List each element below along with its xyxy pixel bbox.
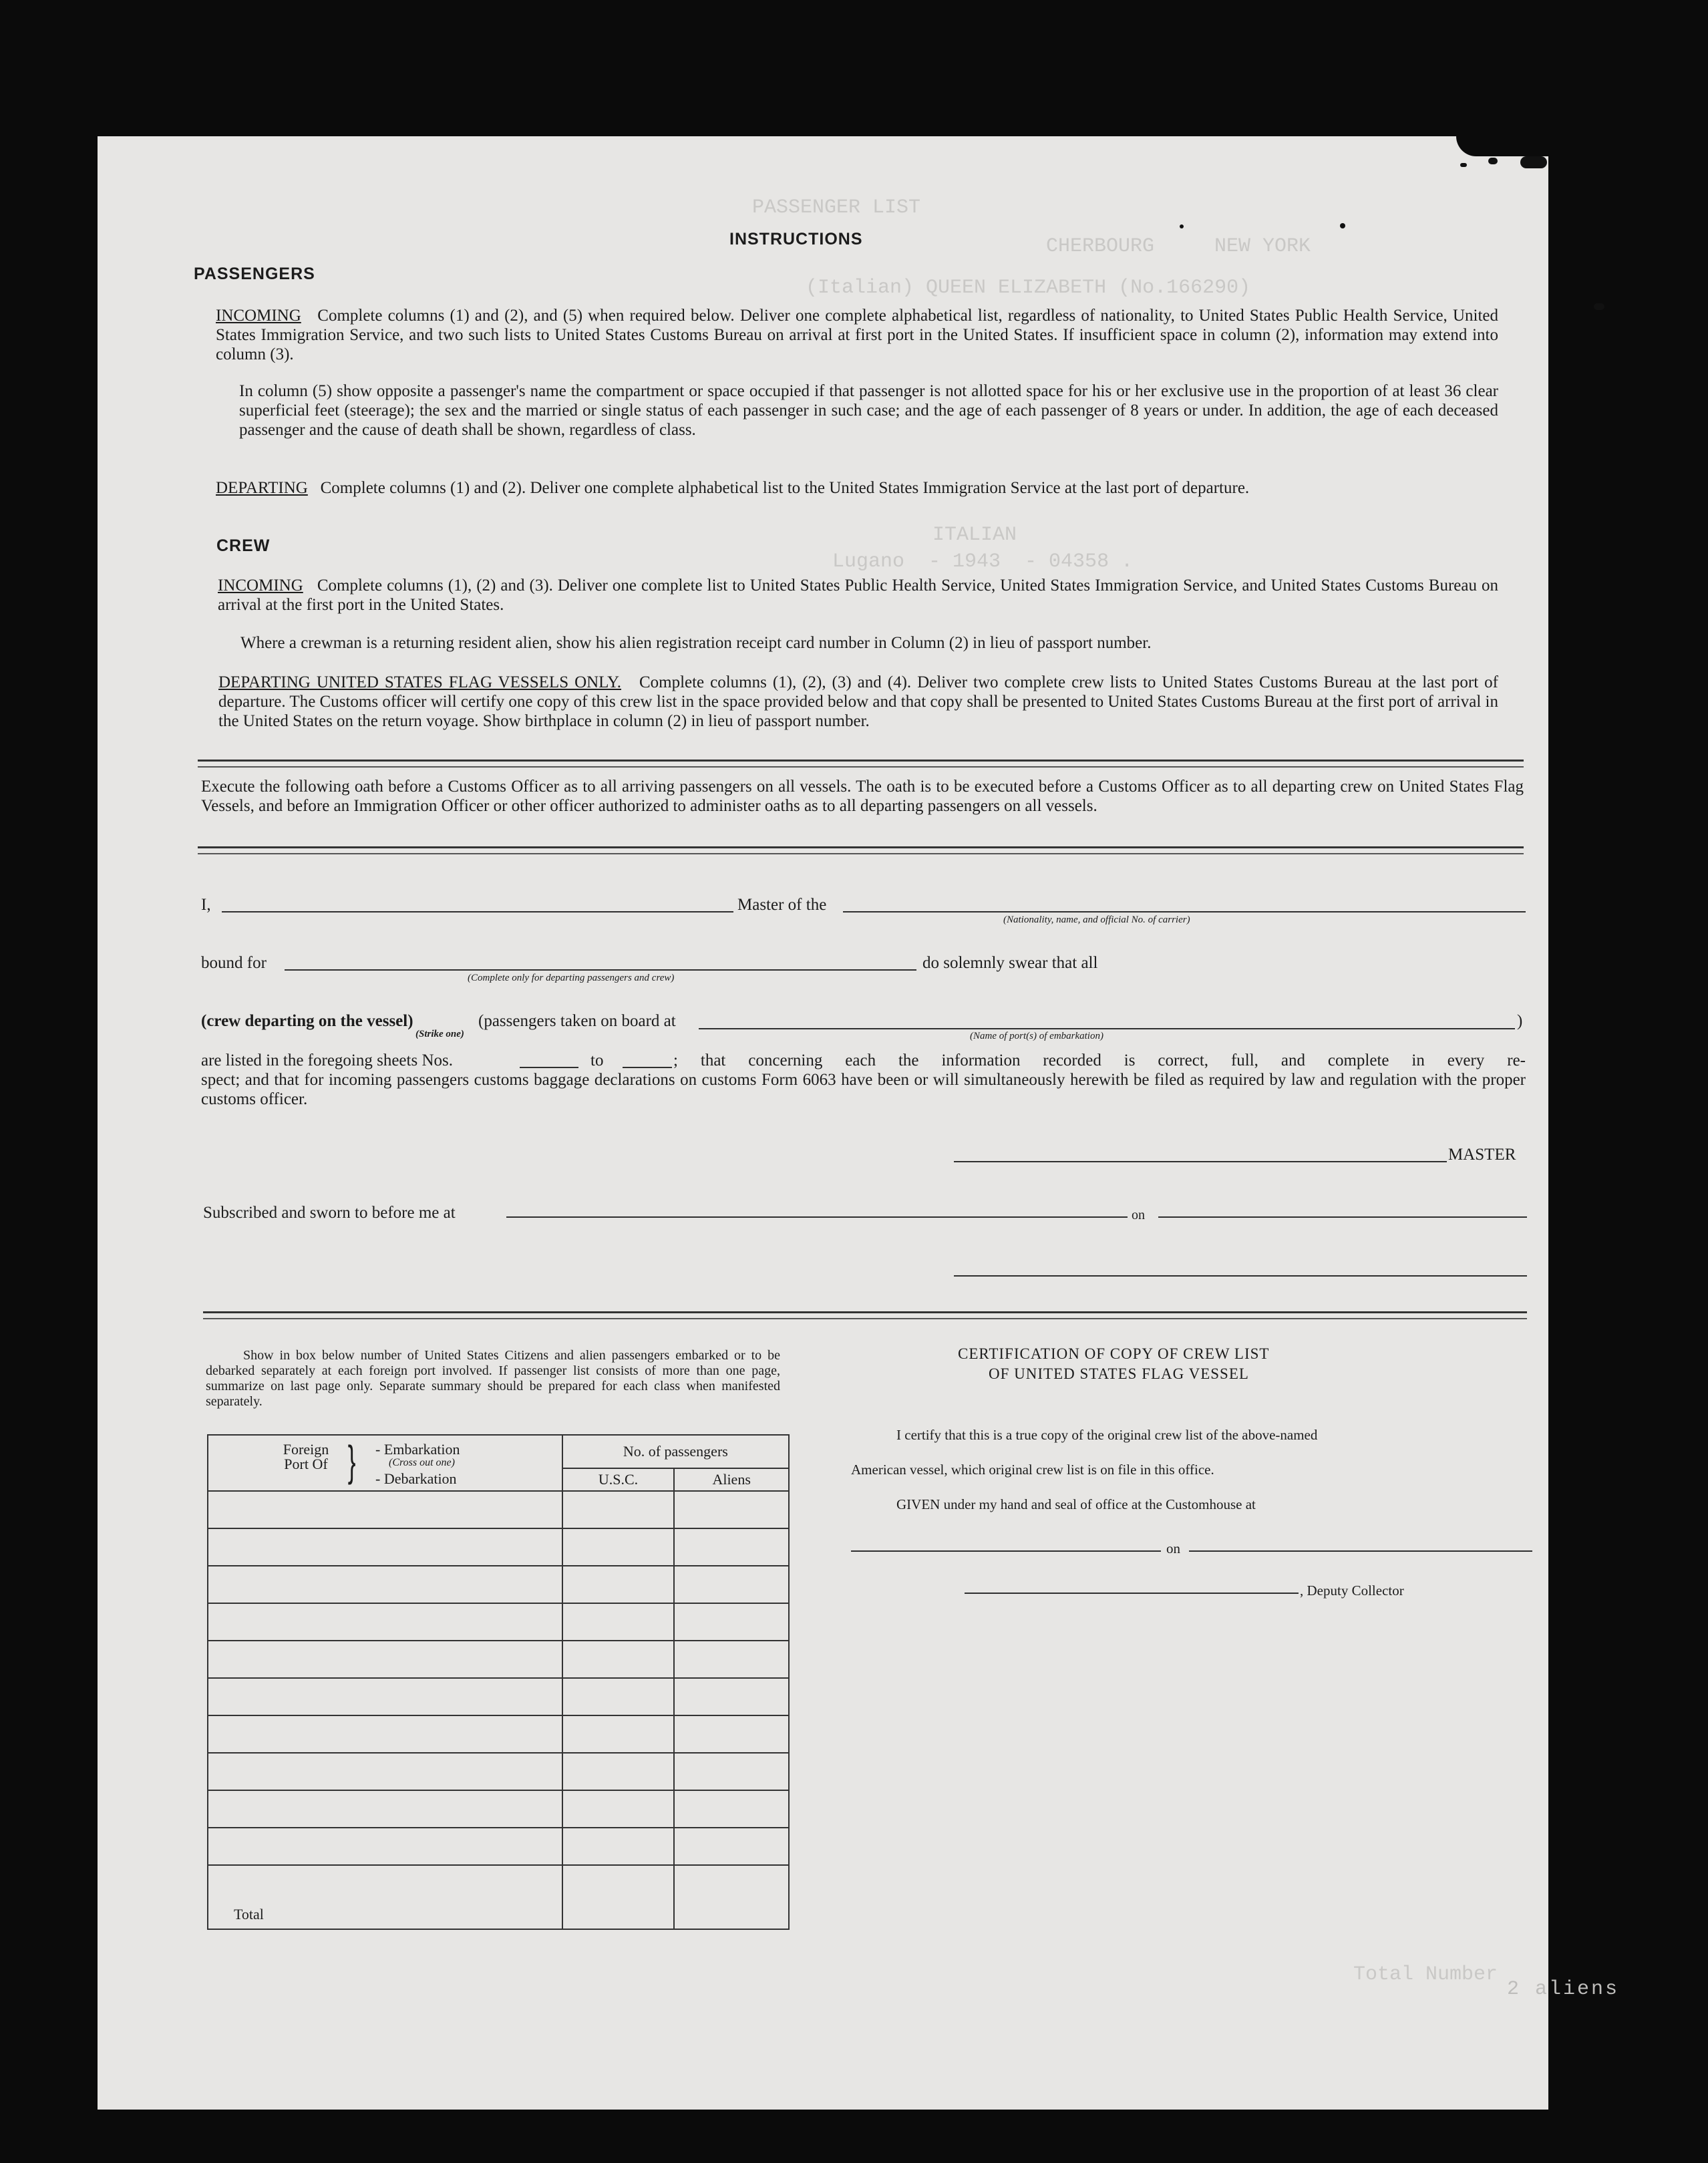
port-cell[interactable] [208, 1790, 562, 1828]
total-aliens-cell[interactable] [674, 1865, 789, 1929]
aliens-cell[interactable] [674, 1715, 789, 1753]
oath-intro-para [201, 777, 1524, 816]
crew-resident-text: Where a crewman is a returning resident alien, show his alien registration receipt card number in Column (2) in lieu of passport number. [240, 634, 1152, 652]
subscribed-date-line[interactable] [1158, 1216, 1527, 1218]
certify-text-2: American vessel, which original crew list is on file in this office. [851, 1462, 1214, 1478]
certification-date-line[interactable] [1189, 1550, 1532, 1552]
crew-incoming-label: INCOMING [218, 576, 303, 595]
aliens-header: Aliens [674, 1468, 789, 1491]
form-sheet [98, 136, 1620, 2110]
port-cell[interactable] [208, 1641, 562, 1678]
bleed-through: Lugano - 1943 - 04358 . [832, 550, 1134, 573]
aliens-cell[interactable] [674, 1678, 789, 1715]
usc-cell[interactable] [562, 1715, 675, 1753]
usc-cell[interactable] [562, 1528, 675, 1566]
listed-text-2: ; that concerning each the information recorded is correct, full, and complete in every re- [673, 1051, 1526, 1069]
listed-text-1: are listed in the foregoing sheets Nos. [201, 1051, 453, 1069]
aliens-cell[interactable] [674, 1790, 789, 1828]
carrier-note: (Nationality, name, and official No. of carrier) [1003, 914, 1190, 925]
given-text: GIVEN under my hand and seal of office at the Customhouse at [896, 1496, 1256, 1512]
aliens-cell[interactable] [674, 1753, 789, 1790]
crew-departing-text: Complete columns (1), (2), (3) and (4). Deliver two complete crew lists to United States Customs Bureau at the last port of departure. The Customs officer will certify one copy of this crew list in the space provided below and that copy shall be presented to United States Customs Bureau at the first port of arrival in the United States on the return voyage. Show birthplace in column (2) in lieu of passport number. [218, 673, 1498, 730]
paper-speck [1340, 223, 1345, 228]
port-cell[interactable] [208, 1753, 562, 1790]
port-cell[interactable] [208, 1566, 562, 1603]
passengers-incoming-para [216, 306, 1498, 364]
sheet-to-line[interactable] [623, 1067, 672, 1068]
sheet-from-line[interactable] [520, 1067, 578, 1068]
crew-departing-label: DEPARTING UNITED STATES FLAG VESSELS ONLY. [218, 673, 622, 691]
bound-for-label: bound for [201, 954, 267, 972]
crew-departing-option[interactable]: (crew departing on the vessel) [201, 1012, 413, 1030]
certification-title-1: CERTIFICATION OF COPY OF CREW LIST [958, 1345, 1270, 1362]
on-label: on [1132, 1208, 1145, 1222]
subscribed-place-line[interactable] [506, 1216, 1128, 1218]
aliens-cell[interactable] [674, 1641, 789, 1678]
embarkation-label: - Embarkation [375, 1441, 460, 1458]
divider-double [203, 1311, 1527, 1319]
aliens-cell[interactable] [674, 1491, 789, 1528]
divider-double [198, 760, 1524, 768]
aliens-cell[interactable] [674, 1828, 789, 1865]
column5-text: In column (5) show opposite a passenger's name the compartment or space occupied if that passenger is not allotted space for his or her exclusive use in the proportion of at least 36 clear superficial feet (steerage); the sex and the married or single status of each passenger in such case; and the age of each passenger of 8 years or under. In addition, the age of each deceased passenger and the cause of death shall be shown, regardless of class. [239, 382, 1498, 439]
to-label: to [590, 1051, 604, 1069]
passenger-summary-table [207, 1434, 790, 1930]
passengers-departing-para [216, 478, 1498, 498]
subscribed-label: Subscribed and sworn to before me at [203, 1204, 456, 1222]
deputy-signature-line[interactable] [965, 1593, 1299, 1594]
aliens-cell[interactable] [674, 1566, 789, 1603]
passengers-heading: PASSENGERS [194, 265, 315, 283]
no-passengers-header: No. of passengers [562, 1435, 789, 1468]
paper-speck [1594, 303, 1604, 310]
port-cell[interactable] [208, 1528, 562, 1566]
crew-departing-para [218, 673, 1498, 731]
usc-cell[interactable] [562, 1566, 675, 1603]
port-cell[interactable] [208, 1678, 562, 1715]
total-usc-cell[interactable] [562, 1865, 675, 1929]
total-row-label-cell [208, 1865, 562, 1929]
aliens-cell[interactable] [674, 1528, 789, 1566]
certification-on-label: on [1166, 1540, 1180, 1556]
crew-heading: CREW [216, 536, 271, 555]
close-paren: ) [1517, 1012, 1523, 1030]
officer-signature-line[interactable] [954, 1275, 1527, 1277]
bleed-through: Total Number [1353, 1963, 1498, 1986]
bleed-through: (Italian) QUEEN ELIZABETH (No.166290) [806, 277, 1251, 299]
usc-header: U.S.C. [562, 1468, 675, 1491]
master-label: MASTER [1448, 1146, 1516, 1164]
paper-speck [1520, 156, 1547, 168]
deputy-collector-label: , Deputy Collector [1300, 1583, 1404, 1599]
master-signature-line[interactable] [954, 1161, 1447, 1162]
paper-speck [1180, 224, 1184, 228]
certification-title-2: OF UNITED STATES FLAG VESSEL [989, 1365, 1249, 1382]
summary-instructions: Show in box below number of United States Citizens and alien passengers embarked or to be debarked separately at each foreign port involved. If passenger list consists of more than one page, summarize on last page only. Separate summary should be prepared for each class when manifested separately. [206, 1348, 780, 1409]
brace: } [347, 1437, 356, 1485]
embarkation-port-line[interactable] [699, 1028, 1515, 1029]
usc-cell[interactable] [562, 1828, 675, 1865]
torn-edge [1456, 130, 1550, 156]
usc-cell[interactable] [562, 1678, 675, 1715]
usc-cell[interactable] [562, 1790, 675, 1828]
customhouse-line[interactable] [851, 1550, 1161, 1552]
master-of-the-label: Master of the [737, 896, 827, 914]
page-title: INSTRUCTIONS [729, 230, 863, 248]
crew-incoming-text: Complete columns (1), (2) and (3). Deliver one complete list to United States Public Health Service, United States Immigration Service, and United States Customs Bureau on arrival at the first port in the United States. [218, 576, 1498, 614]
passengers-departing-text: Complete columns (1) and (2). Deliver one complete alphabetical list to the United States Immigration Service at the last port of departure. [320, 479, 1250, 497]
margin-note-stamp: 2 aliens [1507, 1978, 1620, 2001]
listed-text-3: spect; and that for incoming passengers customs baggage declarations on customs Form 6063 have been or will simultaneously herewith be filed as required by law and regulation with the proper customs officer. [201, 1071, 1526, 1108]
crew-incoming-para [218, 576, 1498, 615]
foreign-port-of-label: Foreign Port Of [283, 1441, 329, 1472]
divider-double [198, 846, 1524, 854]
oath-intro-text: Execute the following oath before a Customs Officer as to all arriving passengers on all vessels. The oath is to be executed before a Customs Officer as to all departing crew on United States Flag Vessels, and before an Immigration Officer or other officer authorized to administer oaths as to all departing passengers on all vessels. [201, 778, 1524, 815]
master-name-line[interactable] [222, 911, 733, 912]
bleed-through: PASSENGER LIST [752, 196, 921, 219]
usc-cell[interactable] [562, 1753, 675, 1790]
port-cell[interactable] [208, 1603, 562, 1641]
usc-cell[interactable] [562, 1491, 675, 1528]
paper-speck [1488, 158, 1498, 164]
usc-cell[interactable] [562, 1603, 675, 1641]
aliens-cell[interactable] [674, 1603, 789, 1641]
port-cell[interactable] [208, 1715, 562, 1753]
passengers-incoming-label: INCOMING [216, 307, 301, 325]
passengers-taken-option[interactable]: (passengers taken on board at [478, 1012, 676, 1030]
port-cell[interactable] [208, 1491, 562, 1528]
foreign-port-header [208, 1435, 562, 1491]
cross-out-note: (Cross out one) [389, 1457, 455, 1468]
column5-para [239, 381, 1498, 440]
bound-for-line[interactable] [285, 969, 916, 971]
strike-one-note: (Strike one) [415, 1029, 464, 1039]
carrier-line[interactable] [843, 911, 1526, 912]
certify-text-1: I certify that this is a true copy of the original crew list of the above-named [896, 1427, 1318, 1443]
total-label: Total [234, 1906, 264, 1923]
passengers-departing-label: DEPARTING [216, 479, 308, 497]
port-cell[interactable] [208, 1828, 562, 1865]
paper-speck [1460, 163, 1467, 167]
bleed-through: ITALIAN [932, 524, 1017, 546]
crew-resident-para [240, 633, 1498, 653]
oath-i-label: I, [201, 896, 211, 914]
port-note: (Name of port(s) of embarkation) [970, 1031, 1103, 1041]
usc-cell[interactable] [562, 1641, 675, 1678]
debarkation-label: - Debarkation [375, 1470, 457, 1487]
swear-label: do solemnly swear that all [922, 954, 1098, 972]
bleed-through: CHERBOURG NEW YORK [1046, 235, 1311, 258]
bound-for-note: (Complete only for departing passengers and crew) [468, 973, 675, 983]
passengers-incoming-text: Complete columns (1) and (2), and (5) when required below. Deliver one complete alphabetical list, regardless of nationality, to United States Public Health Service, United States Immigration Service, and two such lists to United States Customs Bureau on arrival at first port in the United States. If insufficient space in column (2), information may extend into column (3). [216, 307, 1499, 363]
